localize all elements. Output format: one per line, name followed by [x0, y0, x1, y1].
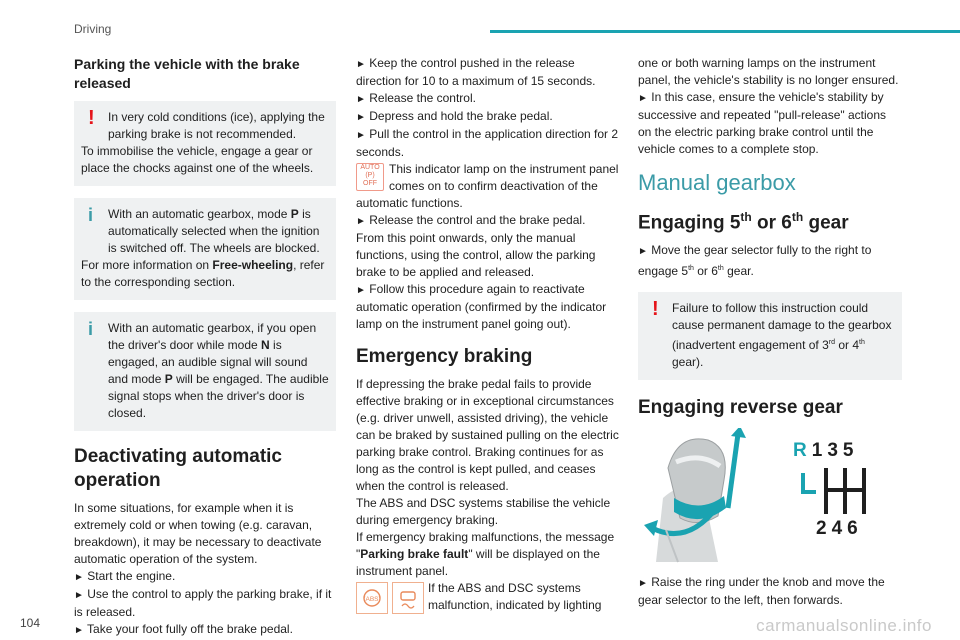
warning-box-cold	[74, 101, 336, 186]
warning-icon: !	[88, 107, 95, 129]
step: ► Raise the ring under the knob and move the gear selector to the left, then forwards.	[638, 575, 885, 608]
info-box-driver-door	[74, 312, 336, 431]
step: ► Release the control and the brake pedal.	[356, 213, 586, 227]
paragraph: The ABS and DSC systems stabilise the vehicle during emergency braking.	[356, 496, 611, 527]
warning-text: Failure to follow this instruction could cause permanent damage to the gearbox (inadvertent engagement of 3rd or 4th gear).	[672, 301, 892, 370]
warning-text-2: To immobilise the vehicle, engage a gear or place the chocks against one of the wheels.	[81, 144, 314, 175]
paragraph: If depressing the brake pedal fails to provide effective braking or in exceptional circumstances (e.g. driver unwell, assisted driving), the vehicle can be braked by sustained pulling on the electric parking brake control. Braking continues for as long as the control is kept pulled, and ceases when the control is released.	[356, 377, 619, 493]
step: ► Follow this procedure again to reactivate automatic operation (confirmed by the indicator lamp on the instrument panel going out).	[356, 282, 607, 331]
step: ► Use the control to apply the parking brake, if it is released.	[74, 587, 332, 619]
info-icon: i	[88, 319, 94, 339]
heading-manual-gearbox: Manual gearbox	[638, 170, 796, 195]
step: ► Depress and hold the brake pedal.	[356, 109, 553, 123]
heading-engaging-5-6: Engaging 5th or 6th gear	[638, 210, 849, 234]
column-1	[74, 55, 336, 639]
column-3	[638, 55, 902, 609]
abs-warning-icon	[356, 582, 388, 614]
step: ► Move the gear selector fully to the right to engage 5th or 6th gear.	[638, 243, 872, 279]
step: ► Keep the control pushed in the release direction for 10 to a maximum of 15 seconds.	[356, 56, 596, 88]
svg-text:(ABS): (ABS)	[363, 596, 381, 603]
dsc-warning-icon	[392, 582, 424, 614]
gear-pattern-top-row: R135	[793, 440, 859, 462]
abs-paragraph: (ABS) If the ABS and DSC systems malfunction, indicated by lighting	[356, 580, 620, 614]
gear-pattern-bottom-row: 246	[816, 518, 863, 540]
warning-icon: !	[652, 298, 659, 321]
paragraph: If emergency braking malfunctions, the message "Parking brake fault" will be displayed on the instrument panel.	[356, 530, 615, 578]
paragraph: one or both warning lamps on the instrument panel, the vehicle's stability is no longer ensured.	[638, 56, 899, 87]
section-title: Driving	[74, 22, 112, 36]
heading-deactivating: Deactivating automatic operation	[74, 446, 282, 491]
indicator-paragraph: AUTO (P) OFF This indicator lamp on the instrument panel comes on to confirm deactivation of the automatic functions.	[356, 162, 619, 210]
warning-text: In very cold conditions (ice), applying the parking brake is not recommended.	[108, 110, 325, 141]
gear-knob-illustration	[638, 428, 902, 564]
info-text-2: For more information on Free-wheeling, refer to the corresponding section.	[81, 258, 325, 289]
step: ► In this case, ensure the vehicle's stability by successive and repeated "pull-release" actions on the electric parking brake control until the vehicle comes to a complete stop.	[638, 90, 886, 156]
reverse-gear-illustration	[638, 428, 902, 564]
header-accent-bar	[490, 30, 960, 33]
step: ► Release the control.	[356, 91, 476, 105]
info-text: With an automatic gearbox, if you open the driver's door while mode N is engaged, an audible signal will sound and mode P will be engaged. The audible signal stops when the driver's door is closed.	[108, 321, 329, 420]
paragraph: From this point onwards, only the manual functions, using the control, allow the parking brake to be applied and released.	[356, 231, 596, 279]
step: ► Pull the control in the application direction for 2 seconds.	[356, 127, 619, 159]
watermark: carmanualsonline.info	[756, 616, 932, 635]
warning-box-gearbox	[638, 292, 902, 380]
auto-p-off-lamp-icon: AUTO (P) OFF	[356, 163, 384, 191]
column-2	[356, 55, 620, 614]
paragraph: In some situations, for example when it is extremely cold or when towing (e.g. caravan, breakdown), it may be necessary to deactivate automatic operation of the system.	[74, 501, 322, 566]
step: ► Start the engine.	[74, 569, 176, 583]
info-text: With an automatic gearbox, mode P is automatically selected when the ignition is switched off. The wheels are blocked.	[108, 207, 320, 255]
heading-emergency-braking: Emergency braking	[356, 346, 533, 367]
info-icon: i	[88, 205, 94, 225]
heading-parking-released: Parking the vehicle with the brake released	[74, 56, 300, 91]
step: ► Take your foot fully off the brake pedal.	[74, 622, 293, 636]
page-number: 104	[20, 616, 41, 630]
heading-reverse-gear: Engaging reverse gear	[638, 397, 843, 419]
info-box-mode-p	[74, 198, 336, 300]
